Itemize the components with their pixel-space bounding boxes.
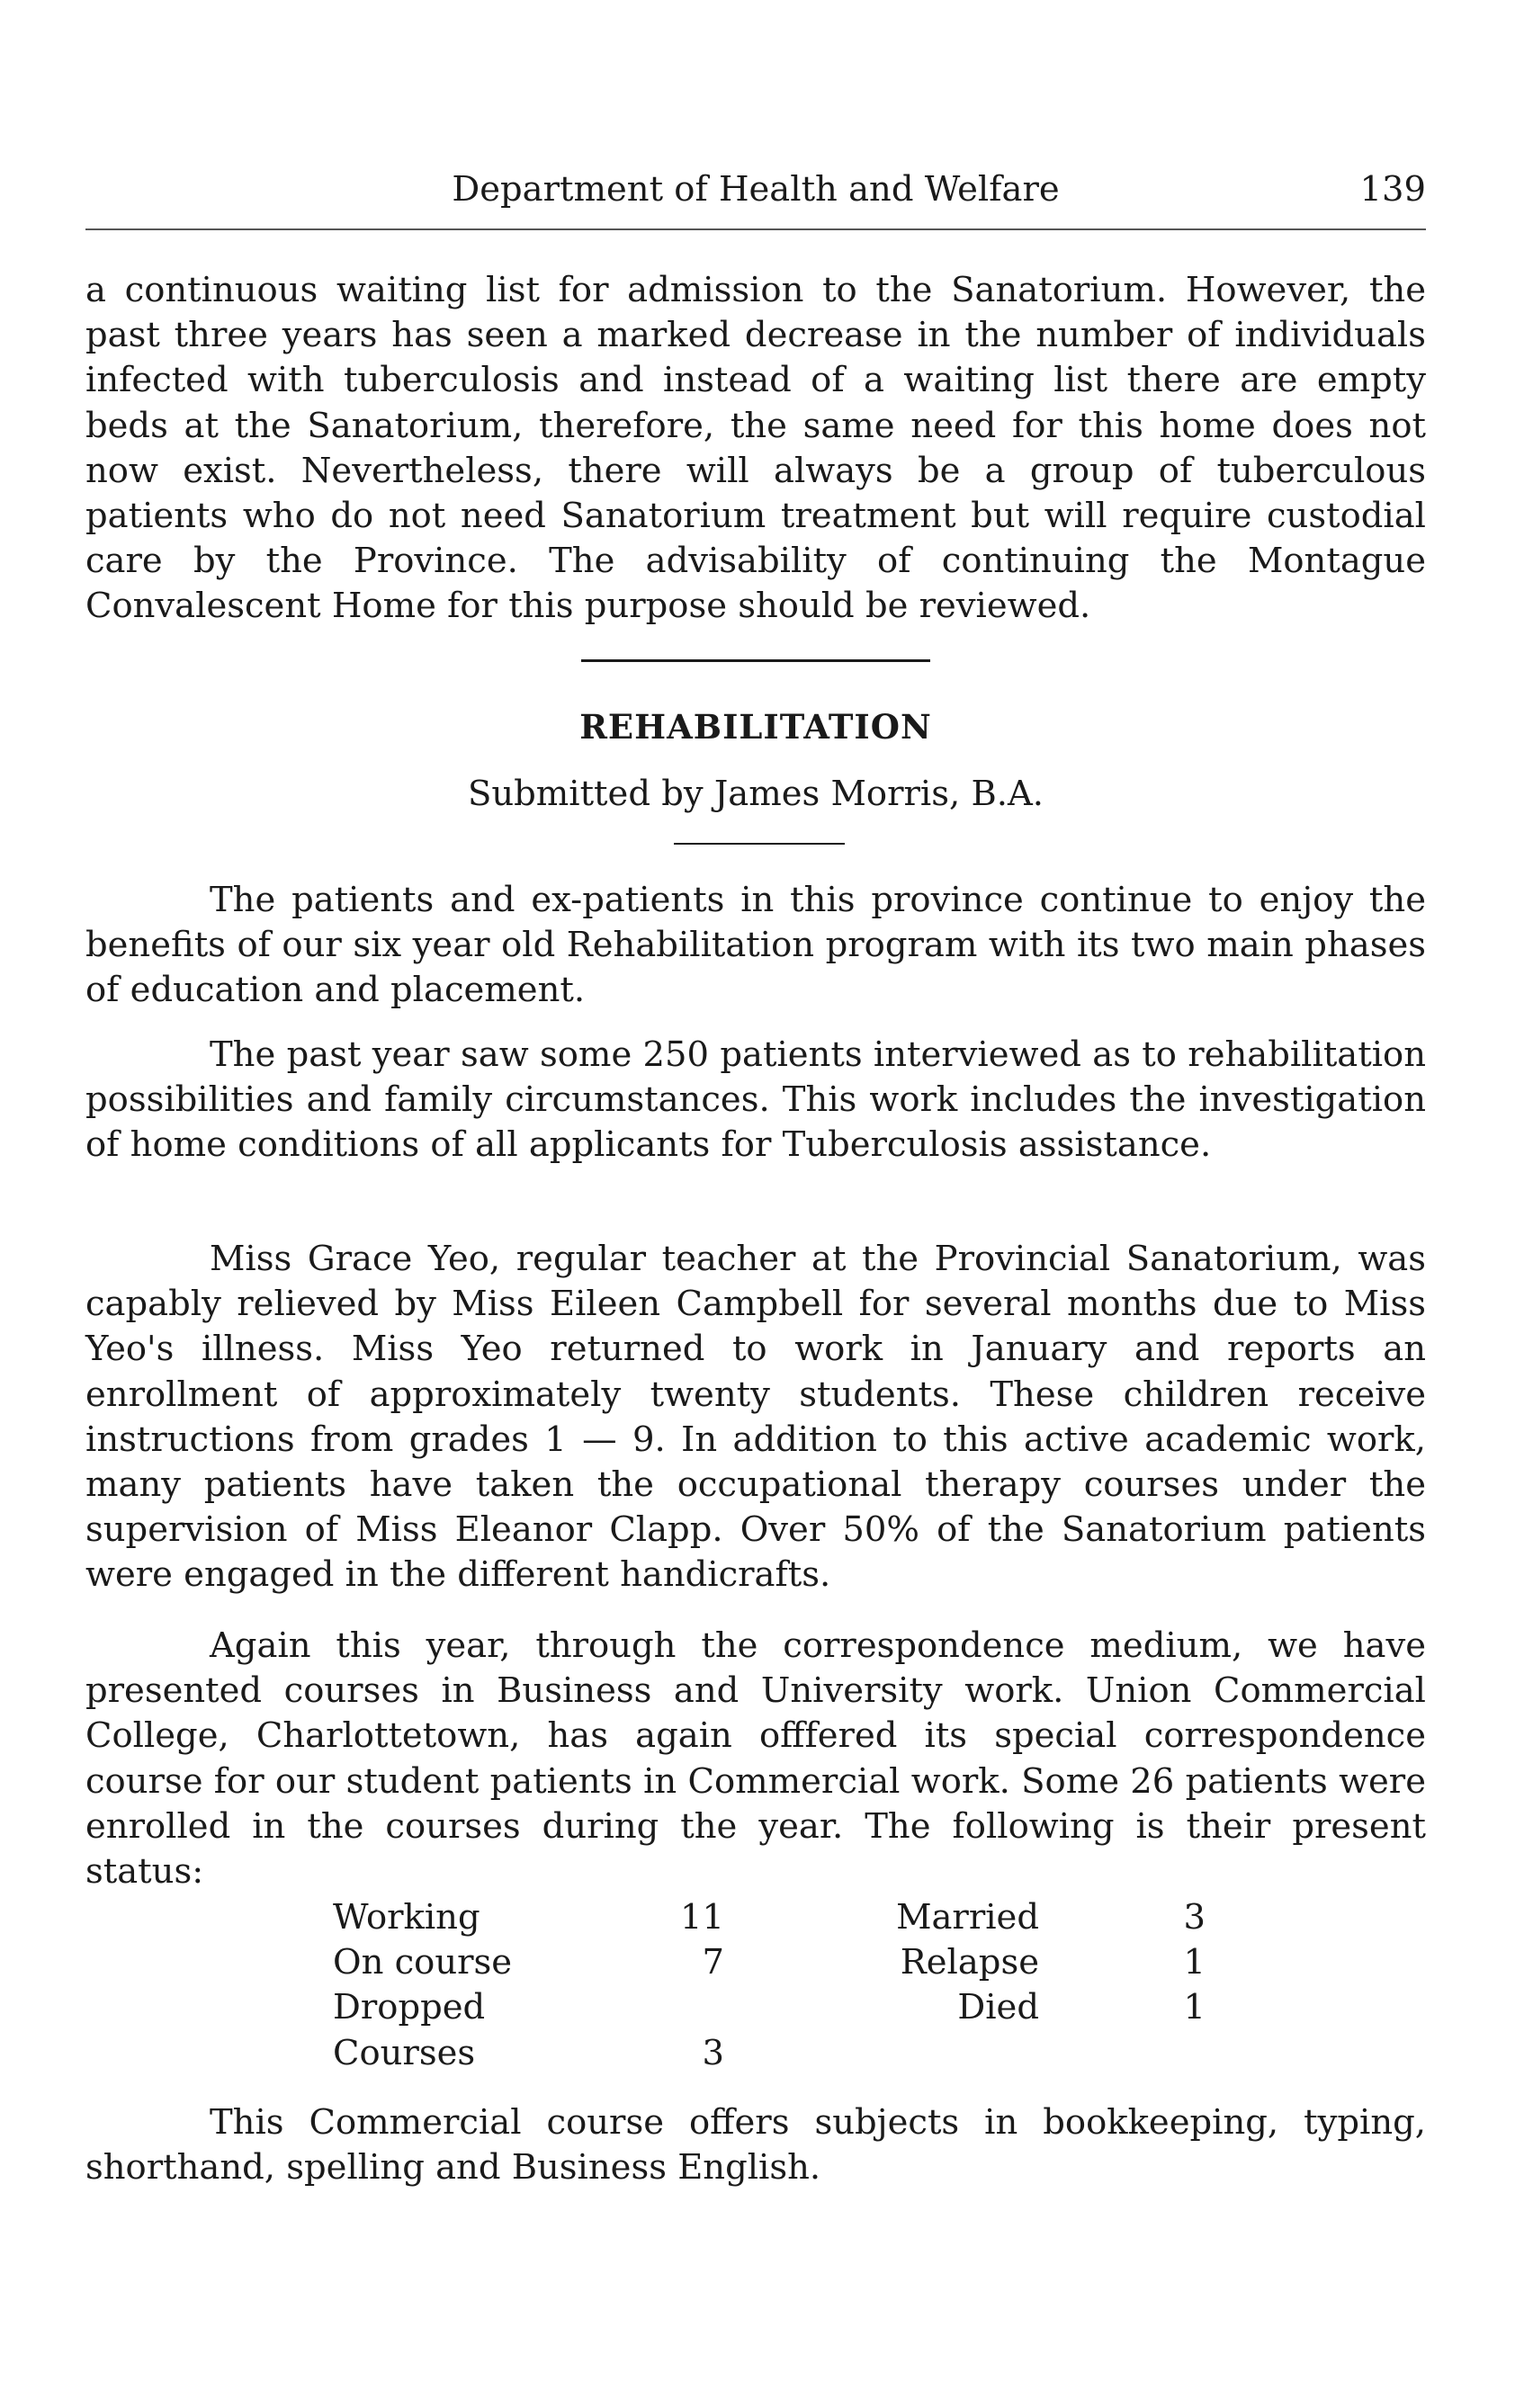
paragraph: The patients and ex-patients in this province continue to enjoy the benefits of our six year old Rehabilitation program with its two main phases of education and placement.	[85, 880, 1426, 1011]
status-value: 1	[1183, 1987, 1206, 2028]
byline-divider	[674, 843, 845, 845]
status-row	[333, 1895, 1206, 1940]
status-label: Courses	[333, 2032, 476, 2073]
header-rule	[85, 228, 1426, 230]
header-title: Department of Health and Welfare	[452, 169, 1060, 210]
intro-block	[85, 268, 1426, 630]
paragraph-4-block	[85, 1624, 1426, 1894]
status-value: 11	[680, 1897, 724, 1938]
paragraph-1-block	[85, 878, 1426, 1014]
section-byline: Submitted by James Morris, B.A.	[467, 774, 1044, 814]
paragraph: The past year saw some 250 patients interviewed as to rehabilitation possibilities and family circumstances. This work includes the investigation of home conditions of all applicants for Tuberculosis assistance.	[85, 1034, 1426, 1166]
status-label: Working	[333, 1897, 480, 1938]
closing-block	[85, 2100, 1426, 2190]
status-label: Relapse	[900, 1942, 1039, 1983]
status-value: 3	[702, 2032, 724, 2073]
status-value: 3	[1183, 1897, 1206, 1938]
status-value: 7	[702, 1942, 724, 1983]
closing-paragraph: This Commercial course offers subjects in bookkeeping, typing, shorthand, spelling and Business English.	[85, 2102, 1426, 2189]
status-label: Married	[896, 1897, 1039, 1938]
paragraph: Again this year, through the correspondence medium, we have presented courses in Business and University work. Union Commercial College, Charlottetown, has again offfered its special correspondence course for our student patients in Commercial work. Some 26 patients were enrolled in the courses during the year. The following is their present status:	[85, 1625, 1426, 1893]
section-divider	[581, 659, 930, 662]
section-heading: REHABILITATION	[579, 707, 932, 747]
status-row	[333, 1985, 1206, 2030]
status-row	[333, 1940, 1206, 1985]
paragraph-2-block	[85, 1033, 1426, 1168]
intro-paragraph: a continuous waiting list for admission to the Sanatorium. However, the past three years has seen a marked decrease in the number of individuals infected with tuberculosis and instead of a waiting list there are empty beds at the Sanatorium, therefore, the same need for this home does not now exist. Nevertheless, there will always be a group of tuberculous patients who do not need Sanatorium treatment but will require custodial care by the Province. The advisability of continuing the Montague Convalescent Home for this purpose should be reviewed.	[85, 270, 1426, 627]
status-label: On course	[333, 1942, 513, 1983]
paragraph-3-block	[85, 1237, 1426, 1598]
paragraph: Miss Grace Yeo, regular teacher at the Provincial Sanatorium, was capably relieved by Miss Eileen Campbell for several months due to Miss Yeo's illness. Miss Yeo returned to work in January and reports an enrollment of approximately twenty students. These children receive instructions from grades 1 — 9. In addition to this active academic work, many patients have taken the occupational therapy courses under the supervision of Miss Eleanor Clapp. Over 50% of the Sanatorium patients were engaged in the different handicrafts.	[85, 1239, 1426, 1596]
status-label: Dropped	[333, 1987, 486, 2028]
running-header	[85, 167, 1426, 218]
page-number: 139	[1359, 169, 1426, 210]
status-table	[333, 1895, 1206, 2076]
status-row	[333, 2031, 1206, 2076]
status-label: Died	[957, 1987, 1039, 2028]
status-value: 1	[1183, 1942, 1206, 1983]
